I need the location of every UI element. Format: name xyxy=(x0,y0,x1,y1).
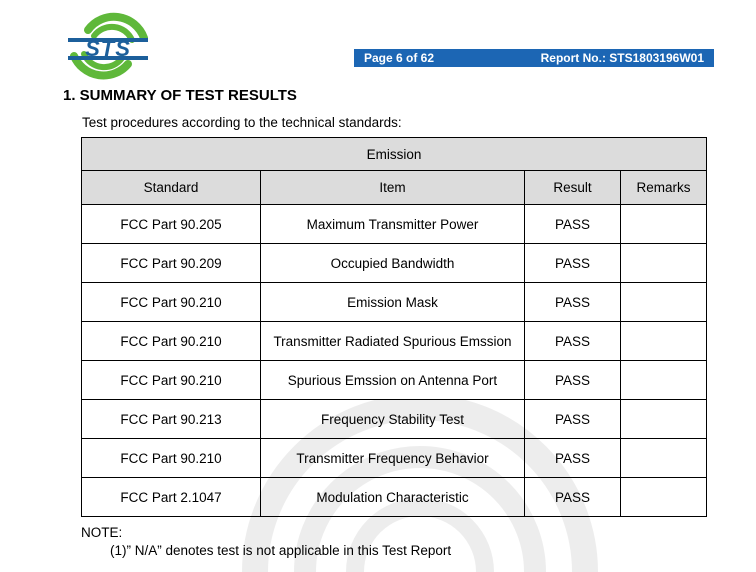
cell-remarks xyxy=(621,439,707,478)
cell-result: PASS xyxy=(525,439,621,478)
emission-group-header: Emission xyxy=(82,138,707,171)
note-item: (1)” N/A” denotes test is not applicable in this Test Report xyxy=(110,543,452,558)
table-group-header-row xyxy=(82,138,707,171)
cell-remarks xyxy=(621,361,707,400)
cell-remarks xyxy=(621,400,707,439)
cell-result: PASS xyxy=(525,244,621,283)
cell-item: Emission Mask xyxy=(261,283,525,322)
column-header-item: Item xyxy=(261,171,525,205)
table-row xyxy=(82,205,707,244)
column-header-result: Result xyxy=(525,171,621,205)
cell-result: PASS xyxy=(525,322,621,361)
cell-standard: FCC Part 90.210 xyxy=(82,361,261,400)
cell-standard: FCC Part 90.213 xyxy=(82,400,261,439)
table-row xyxy=(82,322,707,361)
section-title: 1. SUMMARY OF TEST RESULTS xyxy=(63,87,297,104)
logo-text: STS xyxy=(85,36,131,61)
report-number: Report No.: STS1803196W01 xyxy=(540,51,704,65)
sts-logo xyxy=(66,8,150,86)
table-row xyxy=(82,361,707,400)
page-header-bar xyxy=(354,49,714,67)
cell-standard: FCC Part 90.210 xyxy=(82,283,261,322)
cell-remarks xyxy=(621,205,707,244)
cell-remarks xyxy=(621,478,707,517)
cell-result: PASS xyxy=(525,283,621,322)
cell-remarks xyxy=(621,283,707,322)
cell-standard: FCC Part 90.209 xyxy=(82,244,261,283)
table-row xyxy=(82,400,707,439)
cell-item: Transmitter Frequency Behavior xyxy=(261,439,525,478)
page-number: Page 6 of 62 xyxy=(364,51,435,65)
intro-text: Test procedures according to the technical standards: xyxy=(82,115,402,130)
test-results-table xyxy=(81,137,707,517)
cell-result: PASS xyxy=(525,400,621,439)
cell-remarks xyxy=(621,244,707,283)
note-label: NOTE: xyxy=(81,525,123,540)
table-row xyxy=(82,283,707,322)
cell-remarks xyxy=(621,322,707,361)
cell-result: PASS xyxy=(525,361,621,400)
cell-standard: FCC Part 90.210 xyxy=(82,439,261,478)
cell-item: Frequency Stability Test xyxy=(261,400,525,439)
column-header-standard: Standard xyxy=(82,171,261,205)
cell-item: Modulation Characteristic xyxy=(261,478,525,517)
cell-item: Spurious Emssion on Antenna Port xyxy=(261,361,525,400)
cell-item: Occupied Bandwidth xyxy=(261,244,525,283)
table-header-row xyxy=(82,171,707,205)
cell-standard: FCC Part 90.205 xyxy=(82,205,261,244)
cell-result: PASS xyxy=(525,205,621,244)
table-row xyxy=(82,439,707,478)
table-row xyxy=(82,478,707,517)
column-header-remarks: Remarks xyxy=(621,171,707,205)
cell-standard: FCC Part 2.1047 xyxy=(82,478,261,517)
cell-item: Maximum Transmitter Power xyxy=(261,205,525,244)
cell-standard: FCC Part 90.210 xyxy=(82,322,261,361)
cell-item: Transmitter Radiated Spurious Emssion xyxy=(261,322,525,361)
table-row xyxy=(82,244,707,283)
cell-result: PASS xyxy=(525,478,621,517)
